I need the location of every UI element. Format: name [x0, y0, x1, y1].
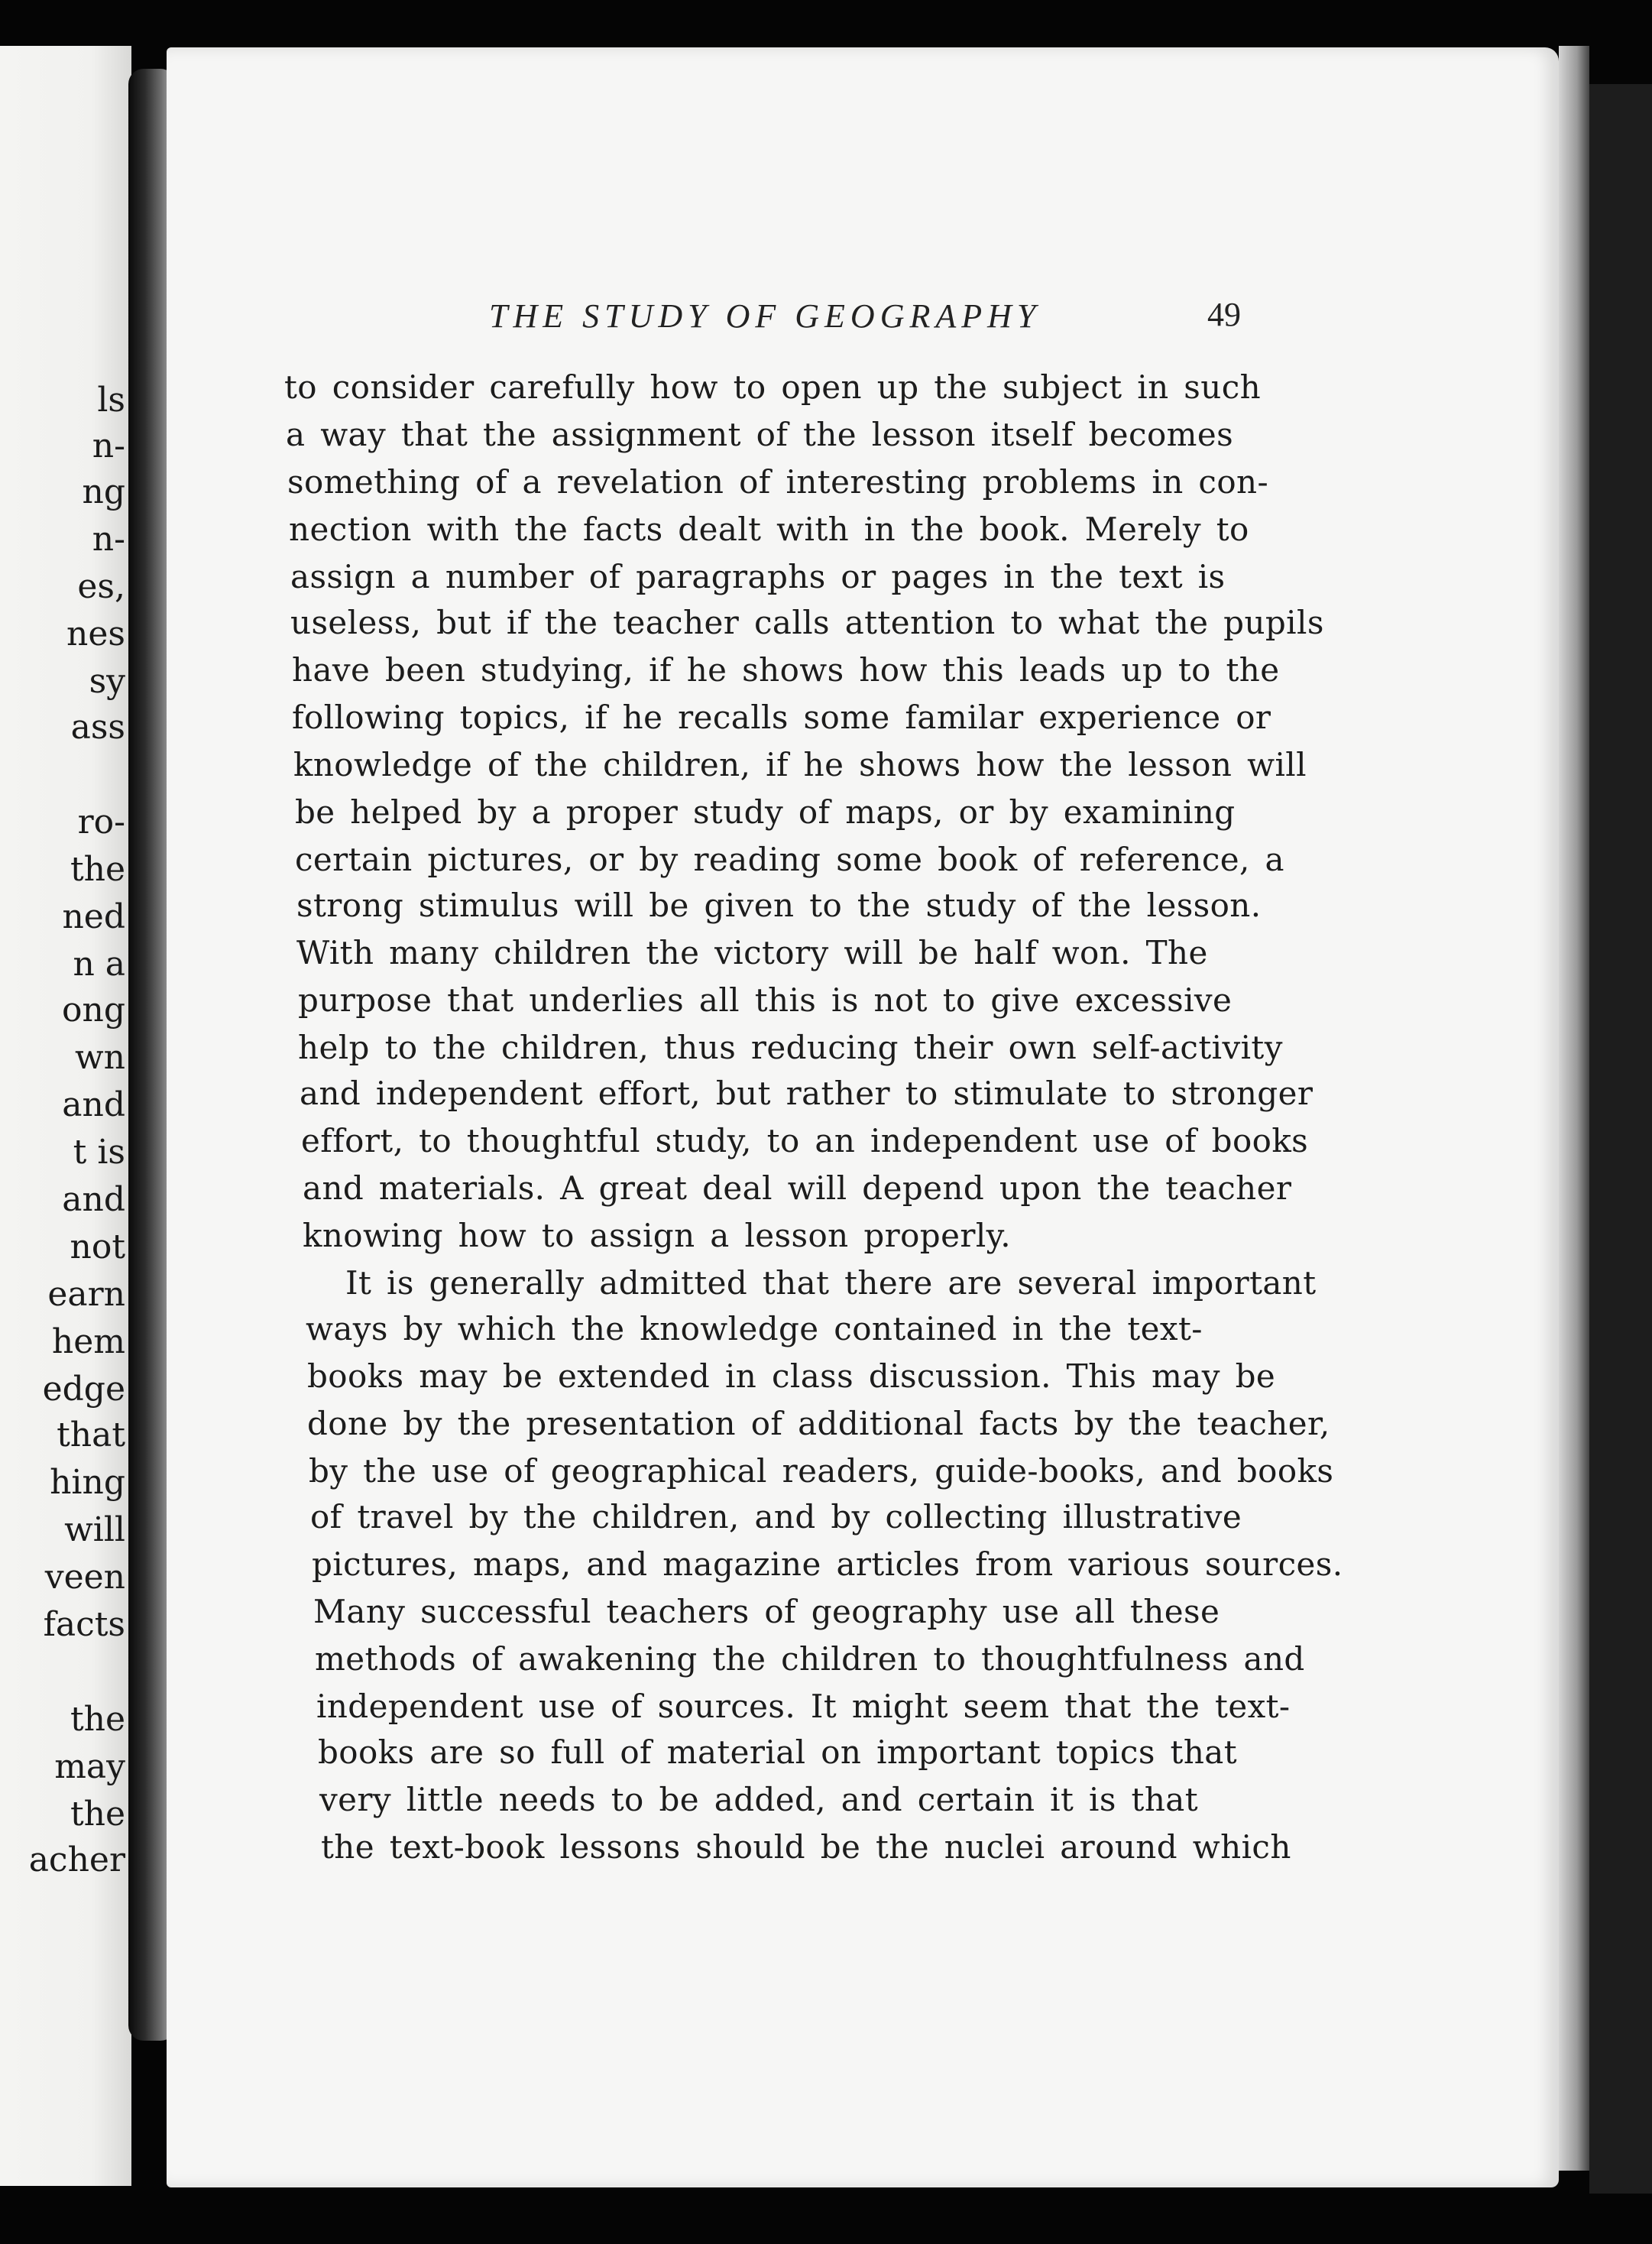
left-page-fragment: ls — [97, 381, 125, 420]
left-page-fragment: that — [57, 1415, 125, 1454]
left-page-fragment: veen — [44, 1558, 125, 1597]
text-line: certain pictures, or by reading some book of reference, a — [295, 841, 1284, 878]
text-line: of travel by the children, and by collecting illustrative — [310, 1498, 1242, 1535]
text-line: books may be extended in class discussion. This may be — [307, 1357, 1276, 1395]
left-page-fragment: wn — [75, 1038, 125, 1077]
scan-shadow — [1589, 84, 1652, 2194]
text-line: useless, but if the teacher calls attention to what the pupils — [290, 604, 1324, 641]
text-line: With many children the victory will be half won. The — [296, 934, 1208, 971]
left-page-fragment: the — [70, 1795, 125, 1834]
text-line: help to the children, thus reducing their own self-activity — [298, 1029, 1283, 1066]
text-line: following topics, if he recalls some familar experience or — [292, 699, 1271, 736]
left-page-fragment: ass — [70, 708, 125, 747]
text-line: knowing how to assign a lesson properly. — [303, 1217, 1011, 1254]
text-line: books are so full of material on important topics that — [318, 1733, 1237, 1771]
left-page-fragment: edge — [42, 1370, 125, 1409]
page-edge — [1559, 46, 1589, 2171]
text-line: and independent effort, but rather to stimulate to stronger — [300, 1075, 1314, 1112]
left-page-fragment: acher — [28, 1840, 125, 1879]
text-line: be helped by a proper study of maps, or by examining — [295, 793, 1236, 831]
left-page-fragment: and — [62, 1180, 125, 1219]
left-page-fragment: hing — [50, 1463, 125, 1502]
left-page-fragment: nes — [66, 615, 125, 653]
running-head: THE STUDY OF GEOGRAPHY — [489, 297, 1041, 335]
text-line: assign a number of paragraphs or pages in the text is — [290, 558, 1226, 595]
left-page-fragment: and — [62, 1085, 125, 1124]
text-line: pictures, maps, and magazine articles from various sources. — [312, 1545, 1343, 1583]
text-line: something of a revelation of interesting problems in con- — [287, 463, 1269, 501]
text-line: have been studying, if he shows how this leads up to the — [292, 651, 1280, 689]
left-page-fragment: sy — [89, 662, 125, 701]
left-page-fragment: hem — [51, 1322, 125, 1361]
paragraph-first-line: It is generally admitted that there are several important — [345, 1264, 1317, 1302]
left-page-fragment: not — [70, 1227, 125, 1266]
text-line: ways by which the knowledge contained in the text- — [306, 1310, 1203, 1347]
text-line: independent use of sources. It might seem that the text- — [316, 1688, 1291, 1725]
left-page-fragment: n a — [73, 945, 125, 984]
text-line: strong stimulus will be given to the study of the lesson. — [296, 887, 1262, 924]
left-page-fragment: t is — [73, 1133, 125, 1172]
text-line: Many successful teachers of geography use all these — [313, 1593, 1220, 1630]
left-page-fragment: the — [70, 1700, 125, 1739]
left-page-fragment: ned — [62, 897, 125, 936]
left-page-fragment: will — [64, 1510, 125, 1549]
left-page-fragment: may — [54, 1747, 125, 1786]
text-line: done by the presentation of additional facts by the teacher, — [307, 1405, 1330, 1442]
text-line: and materials. A great deal will depend upon the teacher — [303, 1169, 1292, 1207]
left-page-fragment: facts — [43, 1605, 125, 1644]
left-facing-page — [0, 46, 131, 2186]
text-line: by the use of geographical readers, guide-books, and books — [309, 1452, 1334, 1490]
left-page-fragment: the — [70, 850, 125, 889]
left-page-fragment: n- — [92, 426, 125, 465]
text-line: effort, to thoughtful study, to an independent use of books — [301, 1122, 1309, 1159]
text-line: very little needs to be added, and certain it is that — [319, 1781, 1198, 1818]
left-page-fragment: n- — [92, 520, 125, 559]
text-line: the text-book lessons should be the nuclei around which — [321, 1828, 1291, 1866]
text-line: a way that the assignment of the lesson itself becomes — [286, 416, 1234, 453]
left-page-fragment: ro- — [77, 803, 125, 842]
text-line: knowledge of the children, if he shows how the lesson will — [293, 746, 1307, 783]
left-page-fragment: ng — [82, 472, 125, 511]
text-line: methods of awakening the children to thoughtfulness and — [315, 1640, 1305, 1678]
text-line: nection with the facts dealt with in the book. Merely to — [289, 511, 1249, 548]
left-page-fragment: ong — [62, 991, 125, 1030]
left-page-fragment: es, — [77, 567, 125, 606]
text-line: to consider carefully how to open up the subject in such — [284, 368, 1262, 406]
left-page-fragment: earn — [47, 1275, 125, 1314]
text-line: purpose that underlies all this is not to give excessive — [298, 981, 1233, 1019]
page-number: 49 — [1207, 296, 1241, 333]
